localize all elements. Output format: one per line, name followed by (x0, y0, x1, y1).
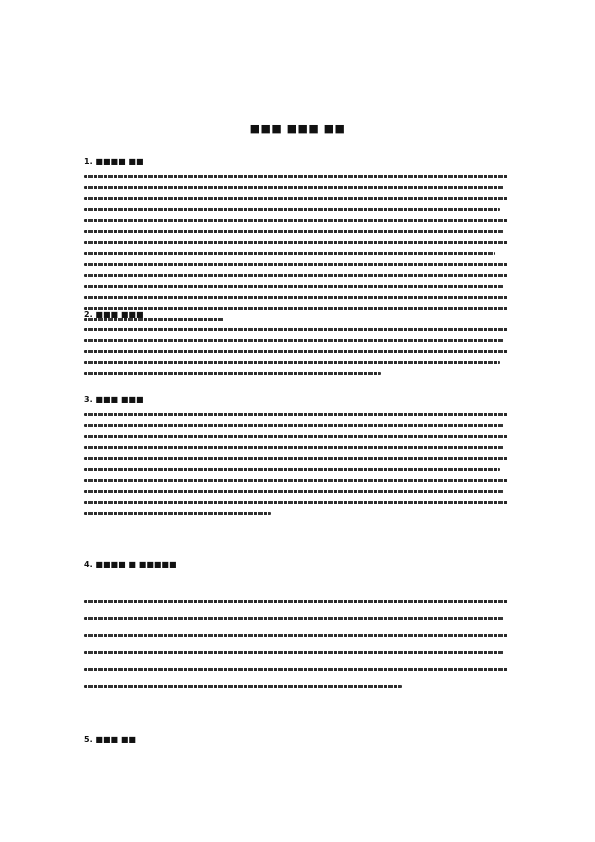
document-title: ■■■ ■■■ ■■ (249, 122, 346, 135)
section-body-4 (84, 600, 508, 696)
section-body-1 (84, 175, 508, 329)
section-heading-3: 3. ■■■ ■■■ (84, 395, 144, 404)
section-body-3 (84, 413, 508, 523)
section-body-2 (84, 328, 508, 383)
section-heading-1: 1. ■■■■ ■■ (84, 157, 144, 166)
section-heading-4: 4. ■■■■ ■ ■■■■■ (84, 560, 177, 569)
section-heading-2: 2. ■■■ ■■■ (84, 310, 144, 319)
section-heading-5: 5. ■■■ ■■ (84, 735, 136, 744)
